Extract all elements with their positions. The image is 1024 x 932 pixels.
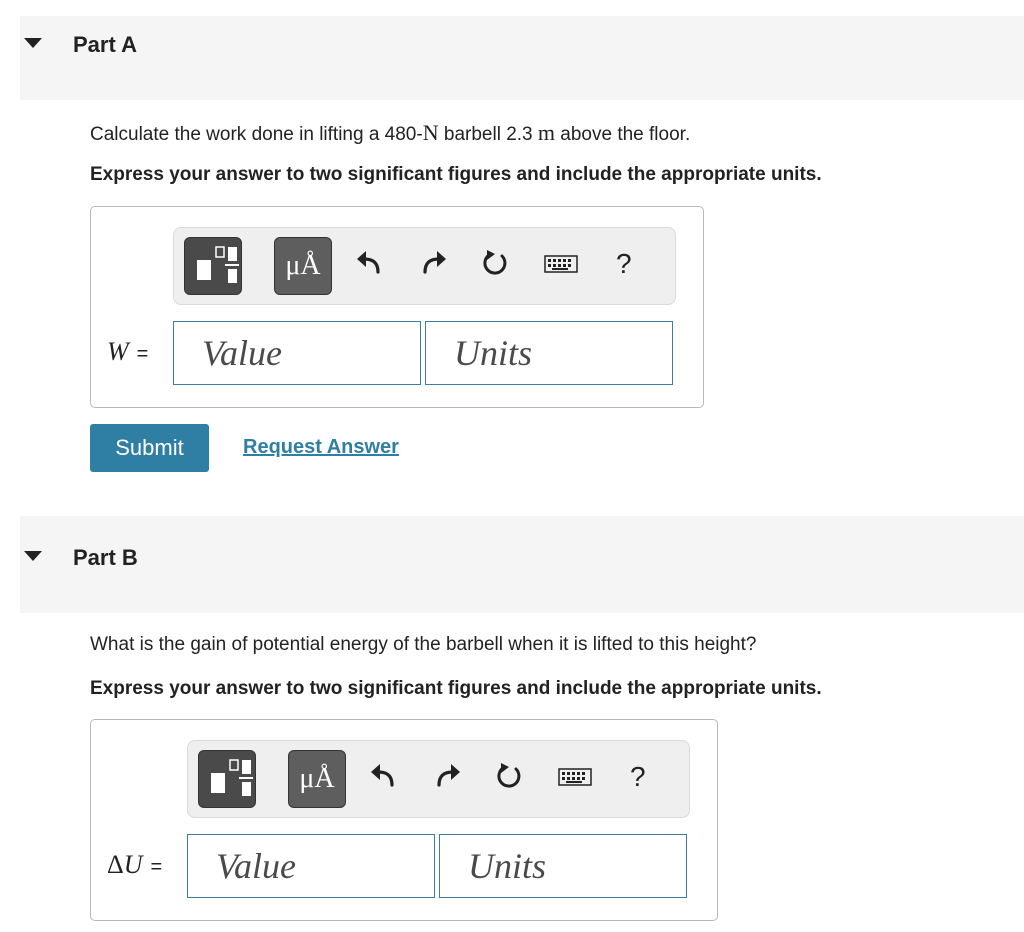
collapse-caret-icon[interactable] [24, 551, 42, 561]
submit-button[interactable]: Submit [90, 424, 209, 472]
units-button[interactable] [274, 237, 332, 295]
math-toolbar [173, 227, 676, 305]
unit-meter: m [537, 120, 556, 145]
templates-icon [199, 751, 257, 809]
part-a-header[interactable] [20, 16, 1024, 100]
reset-icon[interactable] [480, 248, 510, 278]
request-answer-link[interactable]: Request Answer [243, 436, 399, 458]
part-a-title: Part A [73, 32, 137, 57]
keyboard-icon[interactable] [558, 761, 592, 791]
part-a-answer-box [90, 206, 704, 408]
equals-sign: = [136, 343, 149, 365]
part-a-question [90, 120, 690, 146]
question-text: above the floor. [555, 124, 691, 145]
redo-icon[interactable] [433, 761, 463, 791]
templates-button[interactable] [184, 237, 242, 295]
math-toolbar [187, 740, 690, 818]
undo-icon[interactable] [368, 761, 398, 791]
templates-icon [185, 238, 243, 296]
variable-symbol: W [107, 337, 129, 366]
collapse-caret-icon[interactable] [24, 38, 42, 48]
units-button[interactable] [288, 750, 346, 808]
units-icon: μÅ [285, 250, 321, 281]
help-icon[interactable]: ? [630, 761, 646, 792]
unit-newton: N [422, 120, 439, 145]
units-input[interactable] [425, 321, 673, 385]
part-b-header[interactable] [20, 516, 1024, 613]
question-text: barbell 2.3 [438, 124, 538, 145]
undo-icon[interactable] [354, 248, 384, 278]
part-b-instruction: Express your answer to two significant figures and include the appropriate units. [90, 678, 822, 699]
answer-variable-delta-u [107, 850, 162, 880]
value-input[interactable] [173, 321, 421, 385]
redo-icon[interactable] [419, 248, 449, 278]
answer-fields [187, 834, 687, 898]
help-icon[interactable]: ? [616, 248, 632, 279]
equals-sign: = [150, 856, 163, 878]
part-b-answer-box [90, 719, 718, 921]
question-text: Calculate the work done in lifting a 480- [90, 124, 423, 145]
part-b-question: What is the gain of potential energy of the barbell when it is lifted to this height? [90, 634, 757, 655]
templates-button[interactable] [198, 750, 256, 808]
answer-variable-w [107, 337, 148, 367]
value-input[interactable] [187, 834, 435, 898]
keyboard-icon[interactable] [544, 248, 578, 278]
part-b-title: Part B [73, 545, 138, 570]
delta-symbol: Δ [107, 850, 124, 879]
units-input[interactable] [439, 834, 687, 898]
answer-fields [173, 321, 673, 385]
reset-icon[interactable] [494, 761, 524, 791]
units-icon: μÅ [299, 763, 335, 794]
part-a-instruction: Express your answer to two significant figures and include the appropriate units. [90, 164, 822, 185]
variable-symbol: U [123, 850, 143, 879]
